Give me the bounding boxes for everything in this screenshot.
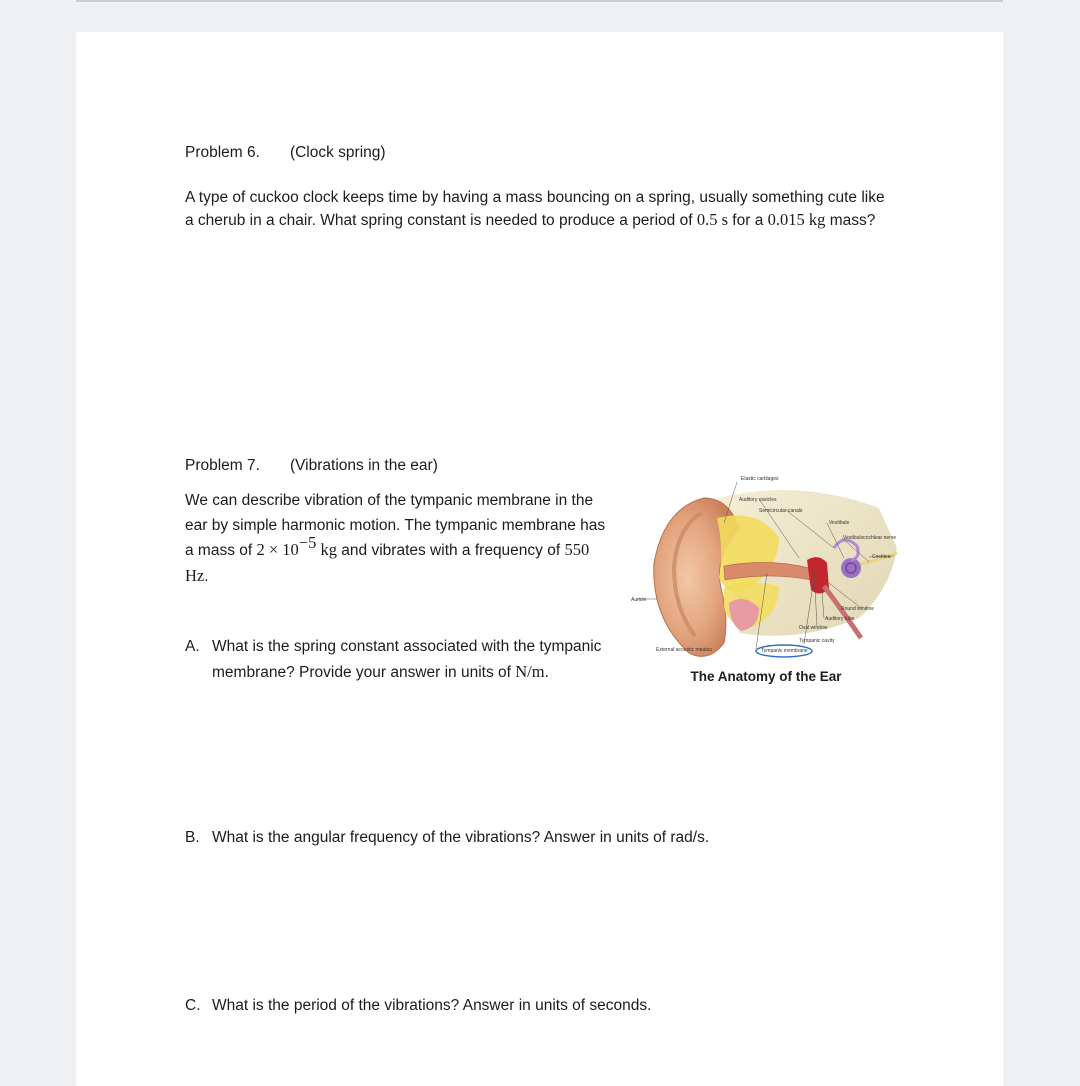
problem-6-text-a: A type of cuckoo clock keeps time by having a mass bouncing on a spring, usually something cute like a cherub in a chair. What spring constant is needed to produce a period of (185, 189, 885, 229)
label-tympanic-membrane: Tympanic membrane (761, 648, 808, 654)
problem-6-text-c: mass? (825, 212, 876, 229)
label-tympanic-cavity: Tympanic cavity (799, 638, 835, 644)
document-page (76, 32, 1003, 1086)
problem-6-mass: 0.015 kg (767, 210, 826, 229)
problem-7-part-b (185, 827, 885, 849)
problem-7-text-c: . (204, 567, 209, 585)
problem-7-frequency: 550 Hz (185, 540, 590, 585)
problem-7-text (185, 489, 615, 589)
problem-7-part-a (185, 635, 605, 685)
ear-anatomy-illustration (629, 468, 909, 668)
problem-6-heading (185, 142, 386, 164)
label-vestibulocochlear-nerve: Vestibulocochlear nerve (843, 535, 897, 541)
problem-7-mass-base: 2 × 10 (256, 540, 299, 559)
label-elastic-cartilages: Elastic cartilages (741, 476, 779, 482)
top-scroll-edge (76, 0, 1003, 2)
label-auditory-ossicles: Auditory ossicles (739, 497, 777, 503)
label-cochlea: Cochlea (872, 554, 891, 560)
problem-7-mass-unit: kg (316, 540, 337, 559)
part-a-letter: A. (185, 638, 200, 655)
problem-6-title: Problem 6. (185, 144, 260, 161)
part-b-letter: B. (185, 829, 200, 846)
problem-7-part-c (185, 995, 885, 1017)
part-a-unit: N/m (515, 661, 545, 681)
problem-6-period: 0.5 s (696, 210, 728, 229)
part-a-text: What is the spring constant associated with the tympanic membrane? Provide your answer in units of (212, 638, 602, 681)
part-c-letter: C. (185, 997, 201, 1014)
label-auricle: Auricle (631, 597, 647, 603)
ear-anatomy-figure (629, 468, 909, 668)
problem-7-heading (185, 455, 438, 477)
figure-caption: The Anatomy of the Ear (690, 669, 842, 684)
cochlea-shape (841, 558, 861, 578)
label-auditory-tube: Auditory tube (825, 616, 855, 622)
problem-6-subtitle: (Clock spring) (289, 144, 386, 161)
problem-7-text-a: We can describe vibration of the tympanic membrane in the ear by simple harmonic motion. The tympanic membrane has a mass of (185, 492, 606, 559)
problem-7-title: Problem 7. (185, 457, 260, 474)
label-external-acoustic-meatus: External acoustic meatus (656, 647, 712, 653)
problem-6-text-b: for a (728, 212, 768, 229)
problem-7-subtitle: (Vibrations in the ear) (289, 457, 438, 474)
label-oval-window: Oval window (799, 625, 828, 631)
part-b-text: What is the angular frequency of the vibrations? Answer in units of rad/s. (212, 829, 710, 846)
problem-7-text-b: and vibrates with a frequency of (337, 542, 565, 559)
label-vestibule: Vestibule (829, 520, 850, 526)
part-a-end: . (544, 663, 549, 681)
label-semicircular-canals: Semicircular canals (759, 508, 803, 514)
label-round-window: Round window (841, 606, 874, 612)
problem-7-mass-exponent: −5 (298, 532, 317, 552)
problem-6-text (185, 187, 885, 232)
part-c-text: What is the period of the vibrations? Answer in units of seconds. (212, 997, 652, 1014)
